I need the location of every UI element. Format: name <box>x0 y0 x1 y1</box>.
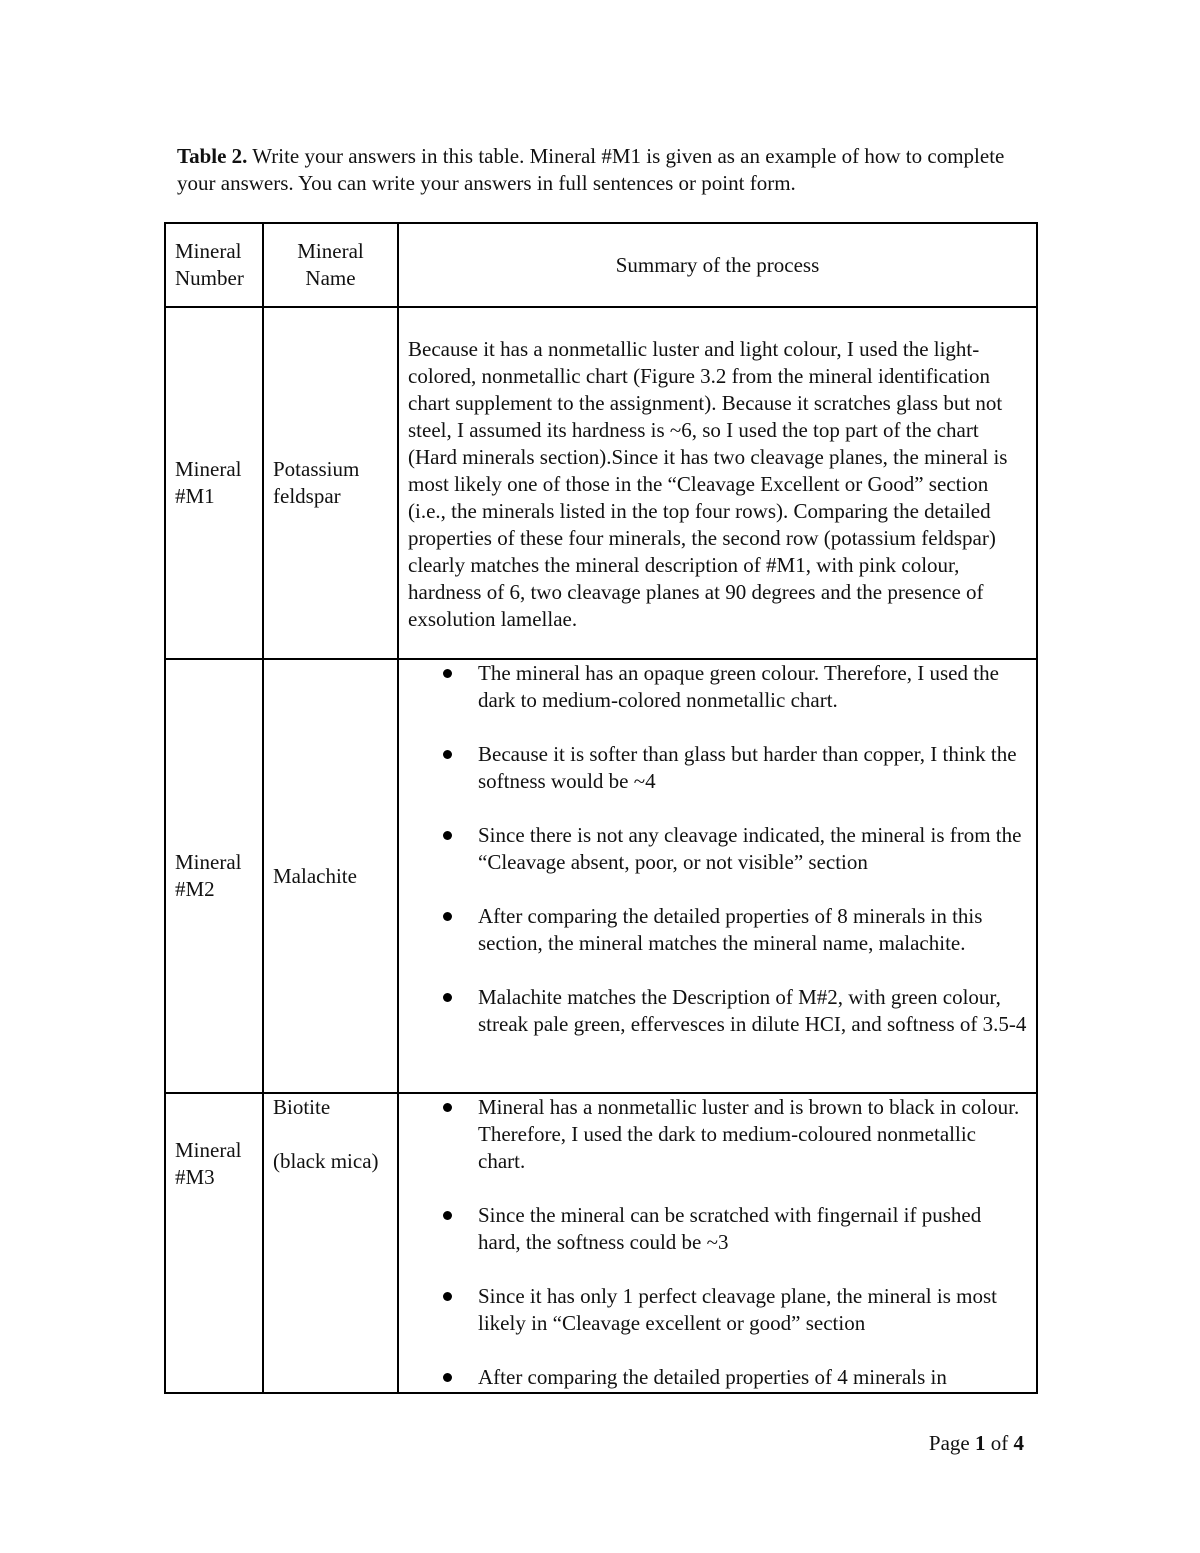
summary-bullet-list <box>408 1094 1027 1391</box>
bullet-icon <box>443 1211 452 1220</box>
mineral-number-cell: Mineral #M2 <box>165 659 263 1093</box>
table-row <box>165 1093 1037 1393</box>
summary-cell <box>398 1093 1037 1393</box>
bullet-icon <box>443 831 452 840</box>
bullet-icon <box>443 1292 452 1301</box>
list-item-text: Since there is not any cleavage indicated, the mineral is from the “Cleavage absent, poor, or not visible” section <box>478 823 1022 874</box>
list-item <box>478 1202 1027 1256</box>
page-word: Page <box>928 1431 975 1455</box>
mineral-name-cell <box>263 1093 398 1393</box>
caption-text: Write your answers in this table. Mineral #M1 is given as an example of how to complete your answers. You can write your answers in full sentences or point form. <box>177 144 1005 195</box>
list-item <box>478 903 1027 957</box>
list-item <box>478 984 1027 1038</box>
bullet-icon <box>443 912 452 921</box>
of-word: of <box>985 1431 1014 1455</box>
list-item <box>478 1364 1027 1391</box>
list-item-text: Since it has only 1 perfect cleavage plane, the mineral is most likely in “Cleavage excellent or good” section <box>478 1284 997 1335</box>
list-item-text: After comparing the detailed properties of 8 minerals in this section, the mineral matches the mineral name, malachite. <box>478 904 983 955</box>
table-header-row <box>165 223 1037 307</box>
mineral-name-cell: Potassium feldspar <box>263 307 398 659</box>
bullet-icon <box>443 669 452 678</box>
page-number <box>929 1430 1024 1457</box>
list-item <box>478 741 1027 795</box>
bullet-icon <box>443 750 452 759</box>
mineral-name-cell: Malachite <box>263 659 398 1093</box>
mineral-table <box>164 222 1038 1394</box>
mineral-name-note: (black mica) <box>273 1149 379 1173</box>
summary-cell <box>398 307 1037 659</box>
bullet-icon <box>443 1103 452 1112</box>
list-item-text: After comparing the detailed properties of 4 minerals in <box>478 1365 947 1389</box>
current-page: 1 <box>975 1431 986 1455</box>
bullet-icon <box>443 1373 452 1382</box>
list-item <box>478 822 1027 876</box>
summary-cell <box>398 659 1037 1093</box>
caption-label: Table 2. <box>177 144 248 168</box>
bullet-icon <box>443 993 452 1002</box>
mineral-number-cell: Mineral #M3 <box>165 1093 263 1393</box>
list-item <box>478 660 1027 714</box>
mineral-number-cell: Mineral #M1 <box>165 307 263 659</box>
header-mineral-name: Mineral Name <box>263 223 398 307</box>
list-item-text: Since the mineral can be scratched with fingernail if pushed hard, the softness could be ~3 <box>478 1203 982 1254</box>
table-row <box>165 659 1037 1093</box>
mineral-name: Biotite <box>273 1095 331 1119</box>
list-item-text: The mineral has an opaque green colour. Therefore, I used the dark to medium-colored nonmetallic chart. <box>478 661 999 712</box>
list-item <box>478 1283 1027 1337</box>
summary-paragraph: Because it has a nonmetallic luster and light colour, I used the light-colored, nonmetallic chart (Figure 3.2 from the mineral identification chart supplement to the assignment). Because it scratches glass but not steel, I assumed its hardness is ~6, so I used the top part of the chart (Hard minerals section).Since it has two cleavage planes, the mineral is most likely one of those in the “Cleavage Excellent or Good” section (i.e., the minerals listed in the top four rows). Comparing the detailed properties of these four minerals, the second row (potassium feldspar) clearly matches the mineral description of #M1, with pink colour, hardness of 6, two cleavage planes at 90 degrees and the presence of exsolution lamellae. <box>408 337 1008 631</box>
header-summary: Summary of the process <box>398 223 1037 307</box>
table-row <box>165 307 1037 659</box>
list-item-text: Mineral has a nonmetallic luster and is brown to black in colour. Therefore, I used the dark to medium-coloured nonmetallic chart. <box>478 1095 1020 1173</box>
list-item-text: Because it is softer than glass but harder than copper, I think the softness would be ~4 <box>478 742 1017 793</box>
header-mineral-number: Mineral Number <box>165 223 263 307</box>
list-item <box>478 1094 1027 1175</box>
list-item-text: Malachite matches the Description of M#2, with green colour, streak pale green, effervesces in dilute HCI, and softness of 3.5-4 <box>478 985 1027 1036</box>
total-pages: 4 <box>1013 1431 1024 1455</box>
table-caption <box>177 143 1037 197</box>
summary-bullet-list <box>408 660 1027 1038</box>
